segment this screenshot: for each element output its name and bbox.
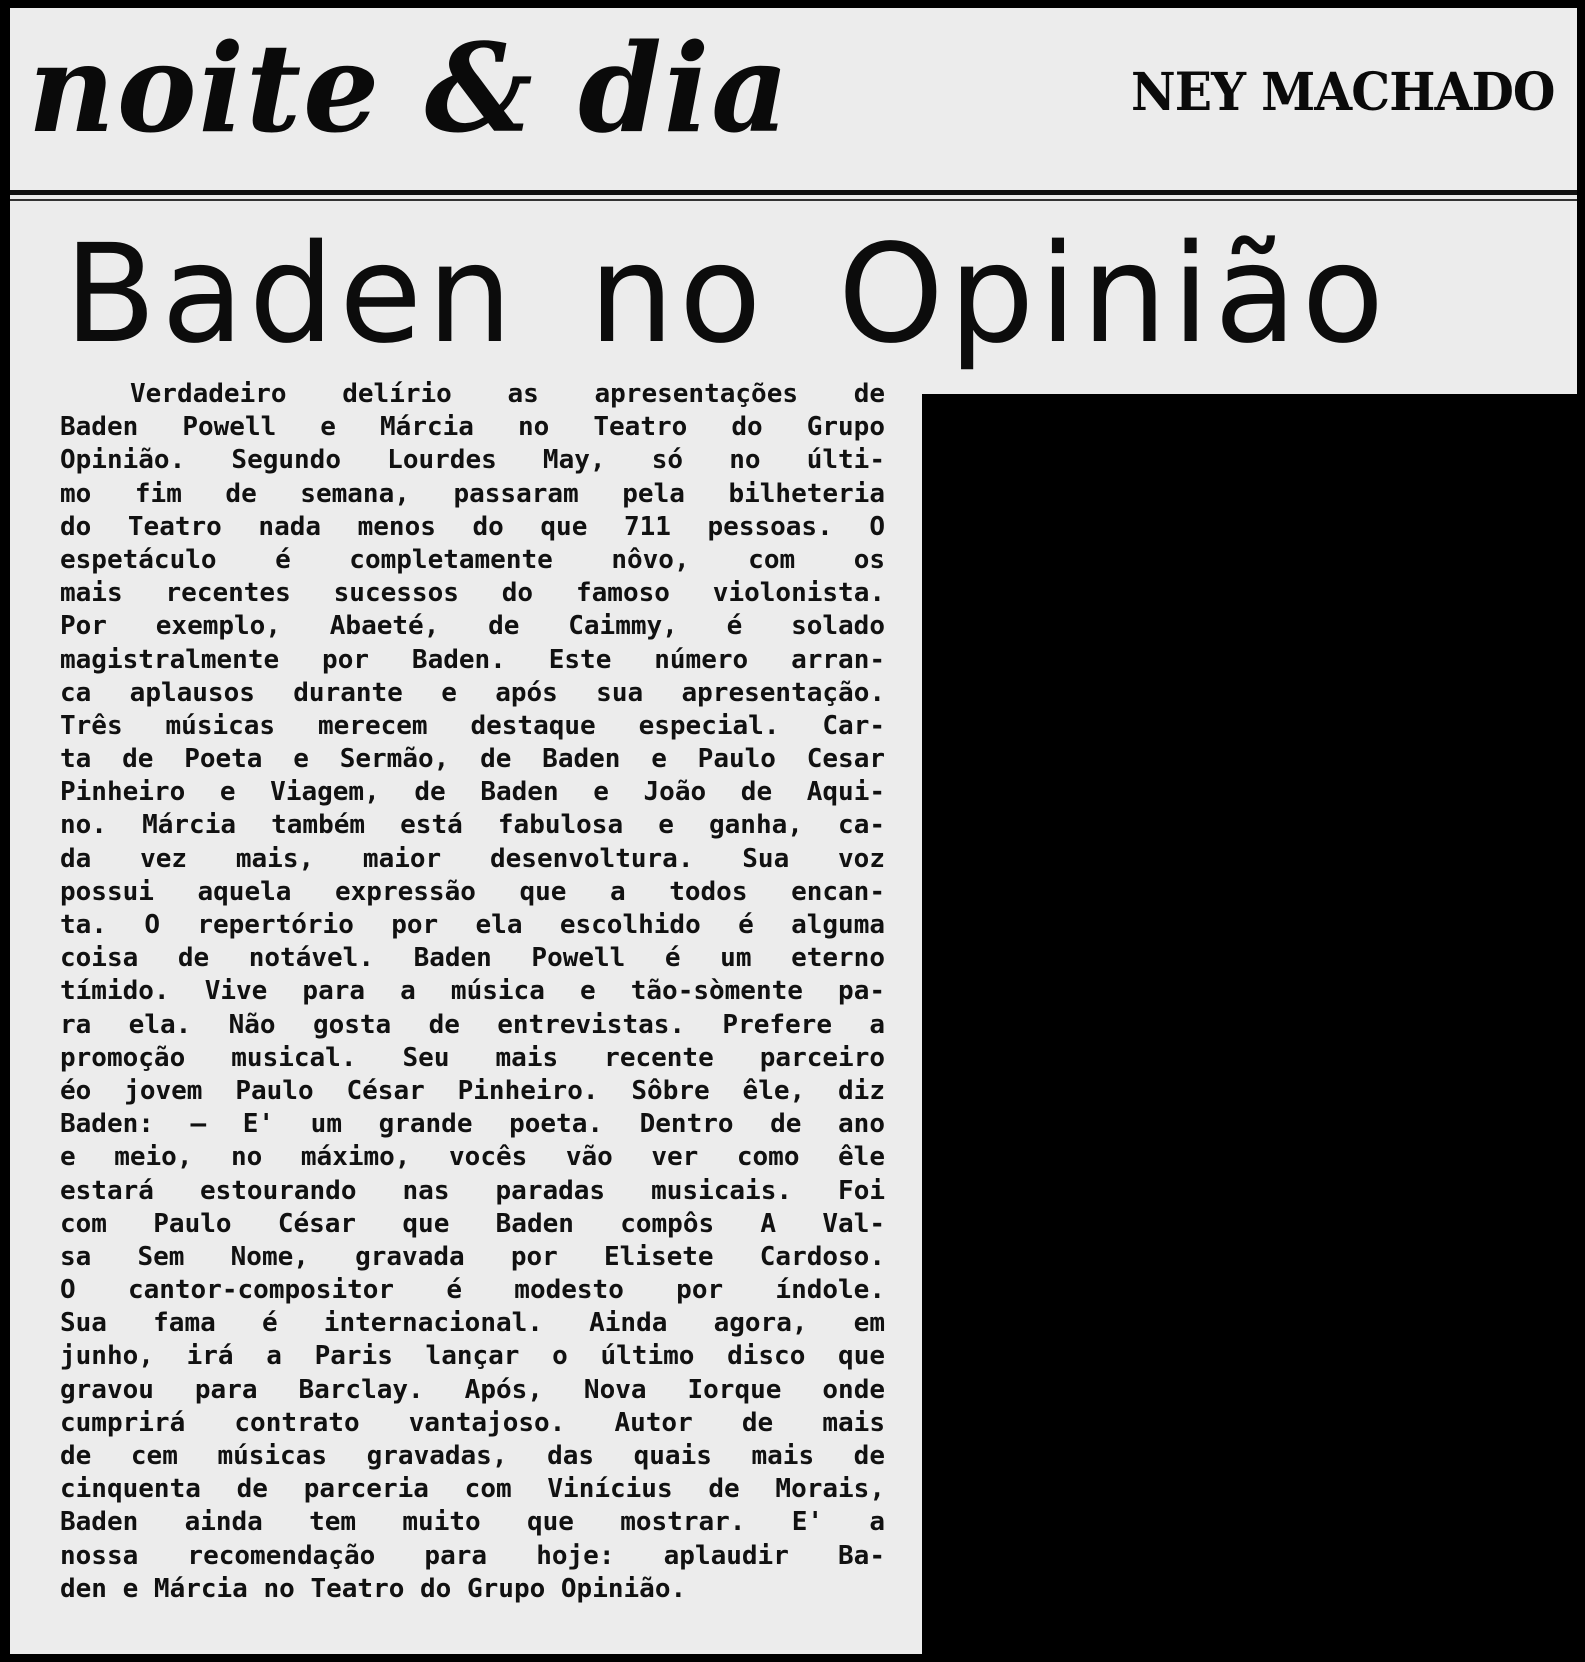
article-body: [60, 378, 885, 1606]
article-line: magistralmente por Baden. Este número arran-: [60, 644, 885, 675]
article-line: cinquenta de parceria com Vinícius de Morais,: [60, 1474, 885, 1505]
article-line: éo jovem Paulo César Pinheiro. Sôbre êle, diz: [60, 1075, 885, 1106]
article-line: da vez mais, maior desenvoltura. Sua voz: [60, 843, 885, 874]
article-line: Sua fama é internacional. Ainda agora, em: [60, 1308, 885, 1339]
article-line: e meio, no máximo, vocês vão ver como êle: [60, 1142, 885, 1173]
article-line: O cantor-compositor é modesto por índole.: [60, 1275, 885, 1306]
article-line: com Paulo César que Baden compôs A Val-: [60, 1208, 885, 1239]
article-line: ta. O repertório por ela escolhido é alguma: [60, 910, 885, 940]
article-headline: Baden no Opinião: [64, 216, 1390, 374]
article-line: Pinheiro e Viagem, de Baden e João de Aqui-: [60, 777, 885, 808]
article-line: gravou para Barclay. Após, Nova Iorque onde: [60, 1374, 885, 1405]
article-line: Baden: — E' um grande poeta. Dentro de ano: [60, 1109, 885, 1140]
article-line: espetáculo é completamente nôvo, com os: [60, 544, 885, 575]
article-line: sa Sem Nome, gravada por Elisete Cardoso.: [60, 1241, 885, 1272]
article-line: Opinião. Segundo Lourdes May, só no últi-: [60, 445, 885, 476]
article-line: Baden Powell e Márcia no Teatro do Grupo: [60, 412, 885, 443]
article-line: ca aplausos durante e após sua apresentação.: [60, 677, 885, 708]
article-line: ra ela. Não gosta de entrevistas. Prefere a: [60, 1009, 885, 1040]
header-divider-thin: [10, 199, 1577, 201]
article-line: do Teatro nada menos do que 711 pessoas. O: [60, 511, 885, 542]
article-line: Baden ainda tem muito que mostrar. E' a: [60, 1507, 885, 1538]
author-byline: NEY MACHADO: [1131, 62, 1555, 123]
article-line: nossa recomendação para hoje: aplaudir Ba-: [60, 1540, 885, 1571]
article-line: mo fim de semana, passaram pela bilheteria: [60, 478, 885, 509]
article-line: cumprirá contrato vantajoso. Autor de mais: [60, 1407, 885, 1438]
article-line: mais recentes sucessos do famoso violonista.: [60, 578, 885, 609]
article-line: promoção musical. Seu mais recente parceiro: [60, 1042, 885, 1073]
article-line: Por exemplo, Abaeté, de Caimmy, é solado: [60, 611, 885, 642]
empty-black-area: [922, 394, 1585, 1662]
article-line: Verdadeiro delírio as apresentações de: [130, 379, 885, 409]
header-divider: [10, 190, 1577, 195]
article-line: de cem músicas gravadas, das quais mais de: [60, 1441, 885, 1471]
article-line: ta de Poeta e Sermão, de Baden e Paulo Cesar: [60, 744, 885, 775]
article-line: possui aquela expressão que a todos encan-: [60, 876, 885, 907]
column-title: noite & dia: [28, 16, 791, 160]
article-line: no. Márcia também está fabulosa e ganha, ca-: [60, 810, 885, 841]
article-line: tímido. Vive para a música e tão-sòmente pa-: [60, 976, 885, 1007]
article-line: den e Márcia no Teatro do Grupo Opinião.: [60, 1573, 687, 1604]
article-line: estará estourando nas paradas musicais. Foi: [60, 1175, 885, 1206]
article-line: coisa de notável. Baden Powell é um eterno: [60, 943, 885, 974]
article-line: Três músicas merecem destaque especial. Car-: [60, 710, 885, 741]
article-line: junho, irá a Paris lançar o último disco que: [60, 1341, 885, 1372]
